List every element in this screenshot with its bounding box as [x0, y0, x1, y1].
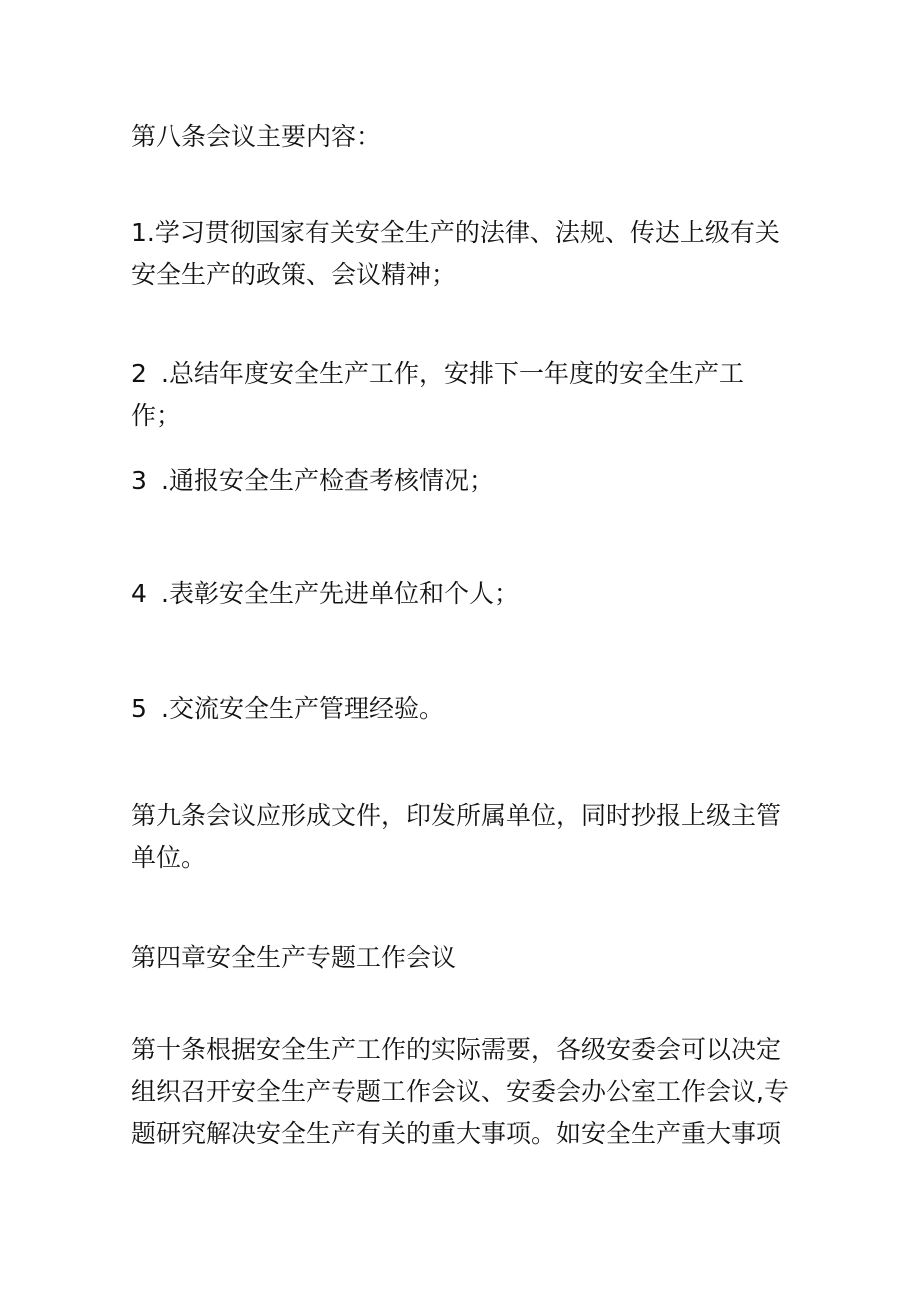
list-item-number: 2 [131, 359, 147, 388]
list-item-number: 3 [131, 466, 147, 495]
list-item-text: .交流安全生产管理经验。 [161, 694, 444, 723]
list-item-text: .总结年度安全生产工作，安排下一年度的安全生产工作； [131, 359, 744, 430]
article-8-heading: 第八条会议主要内容： [131, 122, 382, 151]
article-10-paragraph: 第十条根据安全生产工作的实际需要，各级安委会可以决定组织召开安全生产专题工作会议、安委会办公室工作会议,专题研究解决安全生产有关的重大事项。如安全生产重大事项 [131, 1035, 789, 1148]
list-item-3 [131, 460, 791, 502]
list-item-number: 1 [131, 218, 147, 247]
article-9-paragraph: 第九条会议应形成文件，印发所属单位，同时抄报上级主管单位。 [131, 801, 782, 872]
chapter-4-heading: 第四章安全生产专题工作会议 [131, 943, 457, 972]
list-item-1 [131, 212, 791, 296]
list-item-number: 5 [131, 694, 147, 723]
list-item-number: 4 [131, 579, 147, 608]
list-item-text: .通报安全生产检查考核情况； [161, 466, 494, 495]
list-item-text: .学习贯彻国家有关安全生产的法律、法规、传达上级有关安全生产的政策、会议精神； [131, 218, 780, 289]
list-item-2 [131, 353, 791, 437]
list-item-5 [131, 688, 791, 730]
list-item-4 [131, 573, 791, 615]
list-item-text: .表彰安全生产先进单位和个人； [161, 579, 519, 608]
